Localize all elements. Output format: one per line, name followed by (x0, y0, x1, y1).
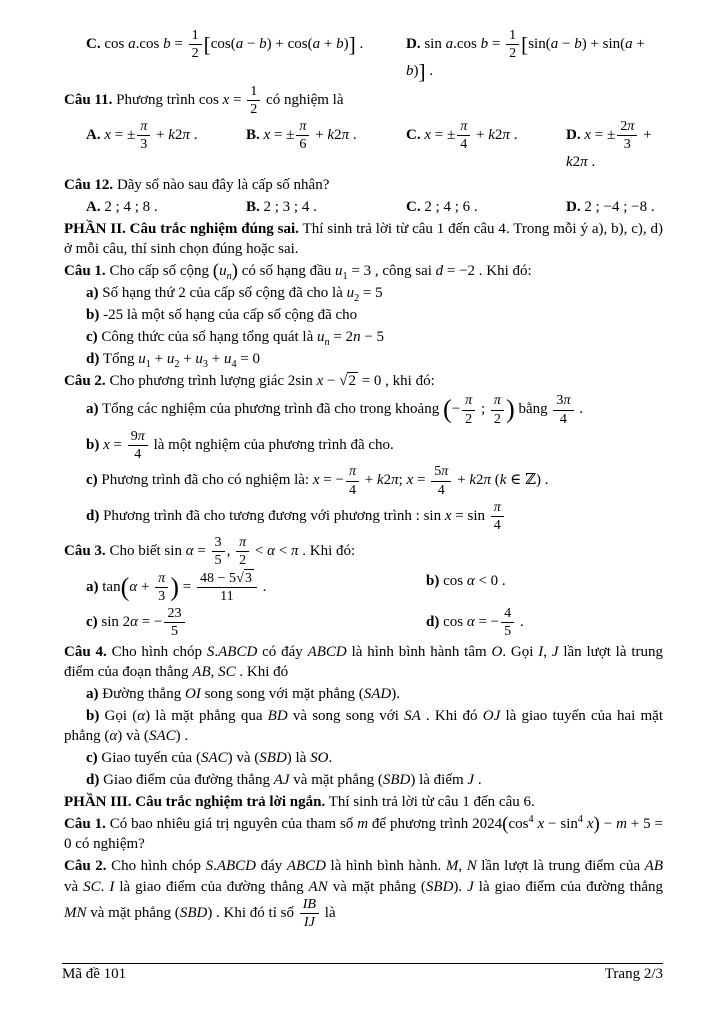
exam-body (64, 28, 663, 930)
p3-question-1: Câu 1. Có bao nhiêu giá trị nguyên của tham số m để phương trình $2024(\cos^4$ $x - \sin^4 x) - m + 5 = 0$ có nghiệm? (64, 813, 663, 853)
option-cell: C. 2 ; 4 ; 6 . (406, 198, 478, 215)
answer-row-12 (64, 197, 663, 217)
p2-q2-statement-c: c) Phương trình đã cho có nghiệm là: x = − $\frac{\pi}{4}$ + k2π; x = $\frac{5\pi}{4}$ + k2π (k ∈ ℤ) . (86, 463, 549, 498)
section-phan-2: PHẦN II. Câu trắc nghiệm đúng sai. Thí sinh trả lời từ câu 1 đến câu 4. Trong mỗi ý a), b), c), d) ở mỗi câu, thí sinh chọn đúng hoặc sai. (64, 220, 663, 257)
p2-q4-statement-d: d) Giao điểm của đường thẳng AJ và mặt phẳng (SBD) là điểm J . (86, 772, 482, 789)
page-footer (62, 963, 663, 983)
p2-q1-statement-c: c) Công thức của số hạng tổng quát là $u_n = 2n - 5$ (86, 329, 385, 349)
p2-question-2: Câu 2. Cho phương trình lượng giác 2sin x − √2 = 0 , khi đó: (64, 373, 435, 390)
section-phan-3: PHẦN III. Câu trắc nghiệm trả lời ngắn. Thí sinh trả lời từ câu 1 đến câu 6. (64, 794, 535, 811)
p3-question-2: Câu 2. Cho hình chóp S.ABCD đáy ABCD là hình bình hành. M, N lần lượt là trung điểm của AB và SC. I là giao điểm của đường thẳng AN và mặt phẳng (SBD). J là giao điểm của đường thẳng MN và mặt phẳng (SBD) . Khi đó tỉ số $\frac{IB}{IJ}$ là (64, 858, 663, 930)
option-cell: B. x = ± $\frac{\pi}{6}$ + k2π . (246, 117, 357, 153)
p2-q2-statement-d: d) Phương trình đã cho tương đương với phương trình : sin x = sin $\frac{\pi}{4}$ (64, 500, 663, 533)
option-cell: B. 2 ; 3 ; 4 . (246, 198, 317, 215)
option-cell: D. 2 ; −4 ; −8 . (566, 198, 655, 215)
option-cell: D. x = ± $\frac{2\pi}{3}$ + k2π . (566, 117, 652, 171)
answer-row-cd-prev-question (64, 28, 663, 82)
p2-q2-statement-b: b) x = $\frac{9\pi}{4}$ là một nghiệm của phương trình đã cho. (86, 427, 394, 463)
p2-q1-statement-a: a) Số hạng thứ 2 của cấp số cộng đã cho là $u_2 = 5$ (86, 284, 383, 304)
option-cell: C. x = ± $\frac{\pi}{4}$ + k2π . (406, 117, 518, 153)
p2-q4-statement-c: c) Giao tuyến của (SAC) và (SBD) là SO. (86, 749, 333, 766)
option-cell: A. x = ± $\frac{\pi}{3}$ + k2π . (86, 117, 198, 153)
p2-q3-row-cd (64, 606, 663, 639)
p2-q1-statement-d: d) Tổng $u_1 + u_2 + u_3 + u_4 = 0$ (86, 351, 260, 371)
option-cell: c) sin 2α = − $\frac{23}{5}$ (86, 606, 426, 639)
option-cell: d) cos α = − $\frac{4}{5}$ . (426, 605, 524, 640)
option-cell: A. 2 ; 4 ; 8 . (86, 198, 158, 215)
option-cell: a) tan(α + $\frac{\pi}{3}$ ) = $\frac{48 - 5√3}{11}$ . (86, 569, 267, 604)
p2-q4-statement-b: b) Gọi (α) là mặt phẳng qua BD và song song với SA . Khi đó OJ là giao tuyến của hai mặt phẳng (α) và (SAC) . (64, 707, 663, 744)
p2-q2-statement-a: a) Tổng các nghiệm của phương trình đã cho trong khoảng (− $\frac{\pi}{2}$ ; $\frac{\pi}{2}$ ) bằng $\frac{3\pi}{4}$ . (86, 392, 583, 427)
option-cell: C. cos a.cos b = $\frac{1}{2}$ [cos(a − b) + cos(a + b)] . (86, 27, 364, 62)
p2-question-1: Câu 1. Cho cấp số cộng $(u_n)$ có số hạng đầu $u_1 = 3$ , công sai d = −2 . Khi đó: (64, 260, 532, 282)
page-number: Trang 2/3 (604, 966, 663, 982)
option-cell: b) cos α < 0 . (426, 572, 506, 589)
exam-code: Mã đề 101 (62, 966, 127, 982)
question-12: Câu 12. Dãy số nào sau đây là cấp số nhân? (64, 176, 330, 193)
option-cell: D. sin a.cos b = $\frac{1}{2}$ [sin(a − b) + sin(a + b)] . (406, 27, 645, 84)
question-11: Câu 11. Phương trình cos x = $\frac{1}{2}$ có nghiệm là (64, 82, 344, 117)
p2-q3-row-ab (64, 571, 663, 604)
p2-question-3: Câu 3. Cho biết sin α = $\frac{3}{5}$ , $\frac{\pi}{2}$ < α < π . Khi đó: (64, 534, 356, 569)
p2-question-4: Câu 4. Cho hình chóp S.ABCD có đáy ABCD là hình bình hành tâm O. Gọi I, J lần lượt là trung điểm của đoạn thẳng AB, SC . Khi đó (64, 643, 663, 680)
answer-row-11 (64, 119, 663, 173)
p2-q4-statement-a: a) Đường thẳng OI song song với mặt phẳng (SAD). (86, 685, 400, 702)
p2-q1-statement-b: b) -25 là một số hạng của cấp số cộng đã cho (86, 307, 358, 324)
